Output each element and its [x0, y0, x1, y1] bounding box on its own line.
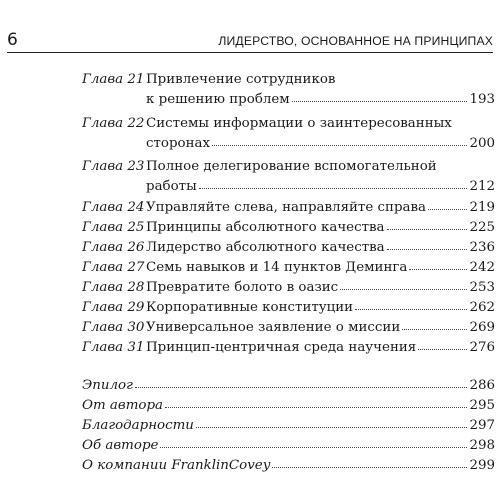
chapter-title-line: Полное делегирование вспомогательной	[146, 159, 437, 174]
back-matter-title: Об авторе	[82, 438, 159, 453]
back-matter-title: О компании FranklinCovey	[82, 458, 271, 473]
chapter-number: Глава 25	[82, 220, 145, 235]
page-ref: 262	[469, 300, 495, 315]
dot-leader	[165, 407, 467, 408]
dot-leader	[409, 269, 467, 270]
dot-leader	[272, 467, 467, 468]
chapter-title-line: к решению проблем	[146, 92, 290, 107]
chapter-number: Глава 30	[82, 320, 145, 335]
chapter-title-line: Превратите болото в оазис	[146, 280, 339, 295]
chapter-title-line: Привлечение сотрудников	[146, 72, 336, 87]
dot-leader	[135, 387, 468, 388]
chapter-number: Глава 23	[82, 159, 145, 174]
toc-entry[interactable]	[82, 456, 495, 476]
page-ref: 298	[469, 438, 495, 453]
chapter-number: Глава 27	[82, 260, 145, 275]
dot-leader	[199, 188, 468, 189]
page-ref: 219	[469, 200, 495, 215]
chapter-number: Глава 26	[82, 240, 145, 255]
dot-leader	[340, 289, 467, 290]
page-ref: 299	[469, 458, 495, 473]
chapter-number: Глава 24	[82, 200, 145, 215]
chapter-title-line: Принципы абсолютного качества	[146, 220, 385, 235]
chapter-title-line: Универсальное заявление о миссии	[146, 320, 401, 335]
chapter-title-line: Семь навыков и 14 пунктов Деминга	[146, 260, 408, 275]
back-matter-title: Эпилог	[82, 378, 133, 393]
page-ref: 212	[469, 179, 495, 194]
page-ref: 295	[469, 398, 495, 413]
toc-entry[interactable]	[82, 436, 495, 456]
page-ref: 276	[469, 340, 495, 355]
page-ref: 269	[469, 320, 495, 335]
page-number: 6	[7, 30, 18, 50]
back-matter-title: Благодарности	[82, 418, 194, 433]
dot-leader	[160, 447, 467, 448]
chapter-number: Глава 22	[82, 116, 145, 131]
dot-leader	[428, 209, 467, 210]
chapter-number: Глава 29	[82, 300, 145, 315]
dot-leader	[292, 101, 468, 102]
page-ref: 225	[469, 220, 495, 235]
page-ref: 253	[469, 280, 495, 295]
toc-entry[interactable]	[82, 376, 495, 396]
page-ref: 200	[469, 136, 495, 151]
chapter-title-line: Лидерство абсолютного качества	[146, 240, 385, 255]
running-title: ЛИДЕРСТВО, ОСНОВАННОЕ НА ПРИНЦИПАХ	[218, 34, 493, 48]
dot-leader	[387, 249, 468, 250]
chapter-number: Глава 28	[82, 280, 145, 295]
chapter-title-line: Корпоративные конституции	[146, 300, 354, 315]
toc-entry[interactable]	[82, 416, 495, 436]
dot-leader	[212, 145, 467, 146]
dot-leader	[355, 309, 467, 310]
dot-leader	[387, 229, 468, 230]
chapter-title-line: Принцип-центричная среда научения	[146, 340, 417, 355]
page-ref: 236	[469, 240, 495, 255]
page-ref: 193	[469, 92, 495, 107]
page-ref: 242	[469, 260, 495, 275]
page-header	[7, 30, 493, 53]
chapter-title-line: Системы информации о заинтересованных	[146, 116, 452, 131]
toc-entry[interactable]	[82, 396, 495, 416]
page-ref: 297	[469, 418, 495, 433]
chapter-number: Глава 31	[82, 340, 145, 355]
chapter-number: Глава 21	[82, 72, 145, 87]
page-ref: 286	[469, 378, 495, 393]
dot-leader	[196, 427, 468, 428]
back-matter-title: От автора	[82, 398, 164, 413]
dot-leader	[418, 349, 467, 350]
chapter-title-line: сторонах	[146, 136, 211, 151]
dot-leader	[402, 329, 467, 330]
chapter-title-line: Управляйте слева, направляйте справа	[146, 200, 427, 215]
chapter-title-line: работы	[146, 179, 197, 194]
